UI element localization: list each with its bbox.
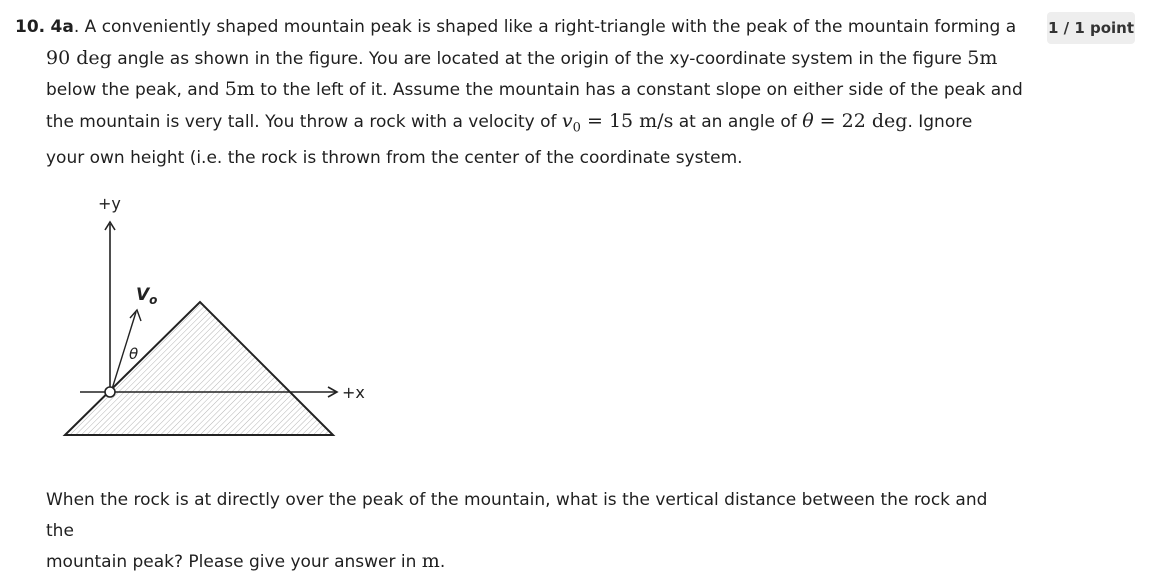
angle-value: 90 deg [46, 46, 112, 69]
mountain-triangle [65, 302, 333, 435]
v0-value: 15 m/s [608, 109, 674, 132]
question-line-4: to the left of it. Assume the mountain has a constant slope on either side of the peak and [260, 80, 1023, 100]
x-axis-label: +x [342, 383, 365, 402]
prompt-unit: m [421, 550, 440, 572]
question-line-8: your own height (i.e. the rock is thrown from the center of the coordinate system. [46, 148, 743, 169]
distance-below: 5m [967, 46, 998, 69]
v0-subscript: 0 [572, 119, 581, 135]
question-part: 4a [50, 17, 74, 37]
question-line-5: the mountain is very tall. You throw a rock with a velocity of [46, 111, 557, 132]
mountain-figure [60, 190, 380, 454]
angle-label: θ [129, 345, 139, 363]
origin-marker [105, 387, 115, 397]
answer-prompt [46, 485, 1006, 578]
theta-symbol: θ [802, 109, 814, 132]
question-line-1: A conveniently shaped mountain peak is shaped like a right-triangle with the peak of the mountain forming a [84, 17, 1017, 37]
theta-value: 22 deg [841, 109, 908, 132]
mountain-diagram [60, 190, 380, 450]
question-line-3: below the peak, and [46, 80, 220, 100]
distance-left: 5m [224, 78, 255, 100]
prompt-line-2: mountain peak? Please give your answer in [46, 552, 417, 572]
v0-symbol: v [561, 109, 573, 132]
theta-equals: = [813, 109, 842, 132]
prompt-period: . [439, 552, 446, 572]
y-axis-label: +y [98, 194, 121, 213]
question-line-6: at an angle of [678, 111, 797, 132]
prompt-line-1: When the rock is at directly over the peak of the mountain, what is the vertical distance between the rock and the [46, 490, 988, 541]
v0-equals: = [580, 109, 609, 132]
question-line-7: . Ignore [907, 111, 973, 132]
question-text: 10. 4a. A conveniently shaped mountain peak is shaped like a right-triangle with the peak of the mountain forming a 90 deg angle as shown in the figure. You are located at the origin of the xy-coordinate system in the figure 5m below the peak, and 5m to the left of it. Assume the mountain has a constant slope on either side of the peak and the mountain is very tall. You throw a rock with a velocity of $v_0 = 15$ m/s at an angle of θ = 22 deg. Ignore your own height (i.e. the rock is thrown from the center of the coordinate system. [15, 17, 1023, 169]
question-line-2: angle as shown in the figure. You are located at the origin of the xy-coordinate system in the figure [117, 48, 962, 69]
velocity-label: $V_o$ [136, 285, 158, 307]
points-badge: 1 / 1 point [1047, 12, 1135, 44]
question-number: 10. [15, 17, 46, 37]
